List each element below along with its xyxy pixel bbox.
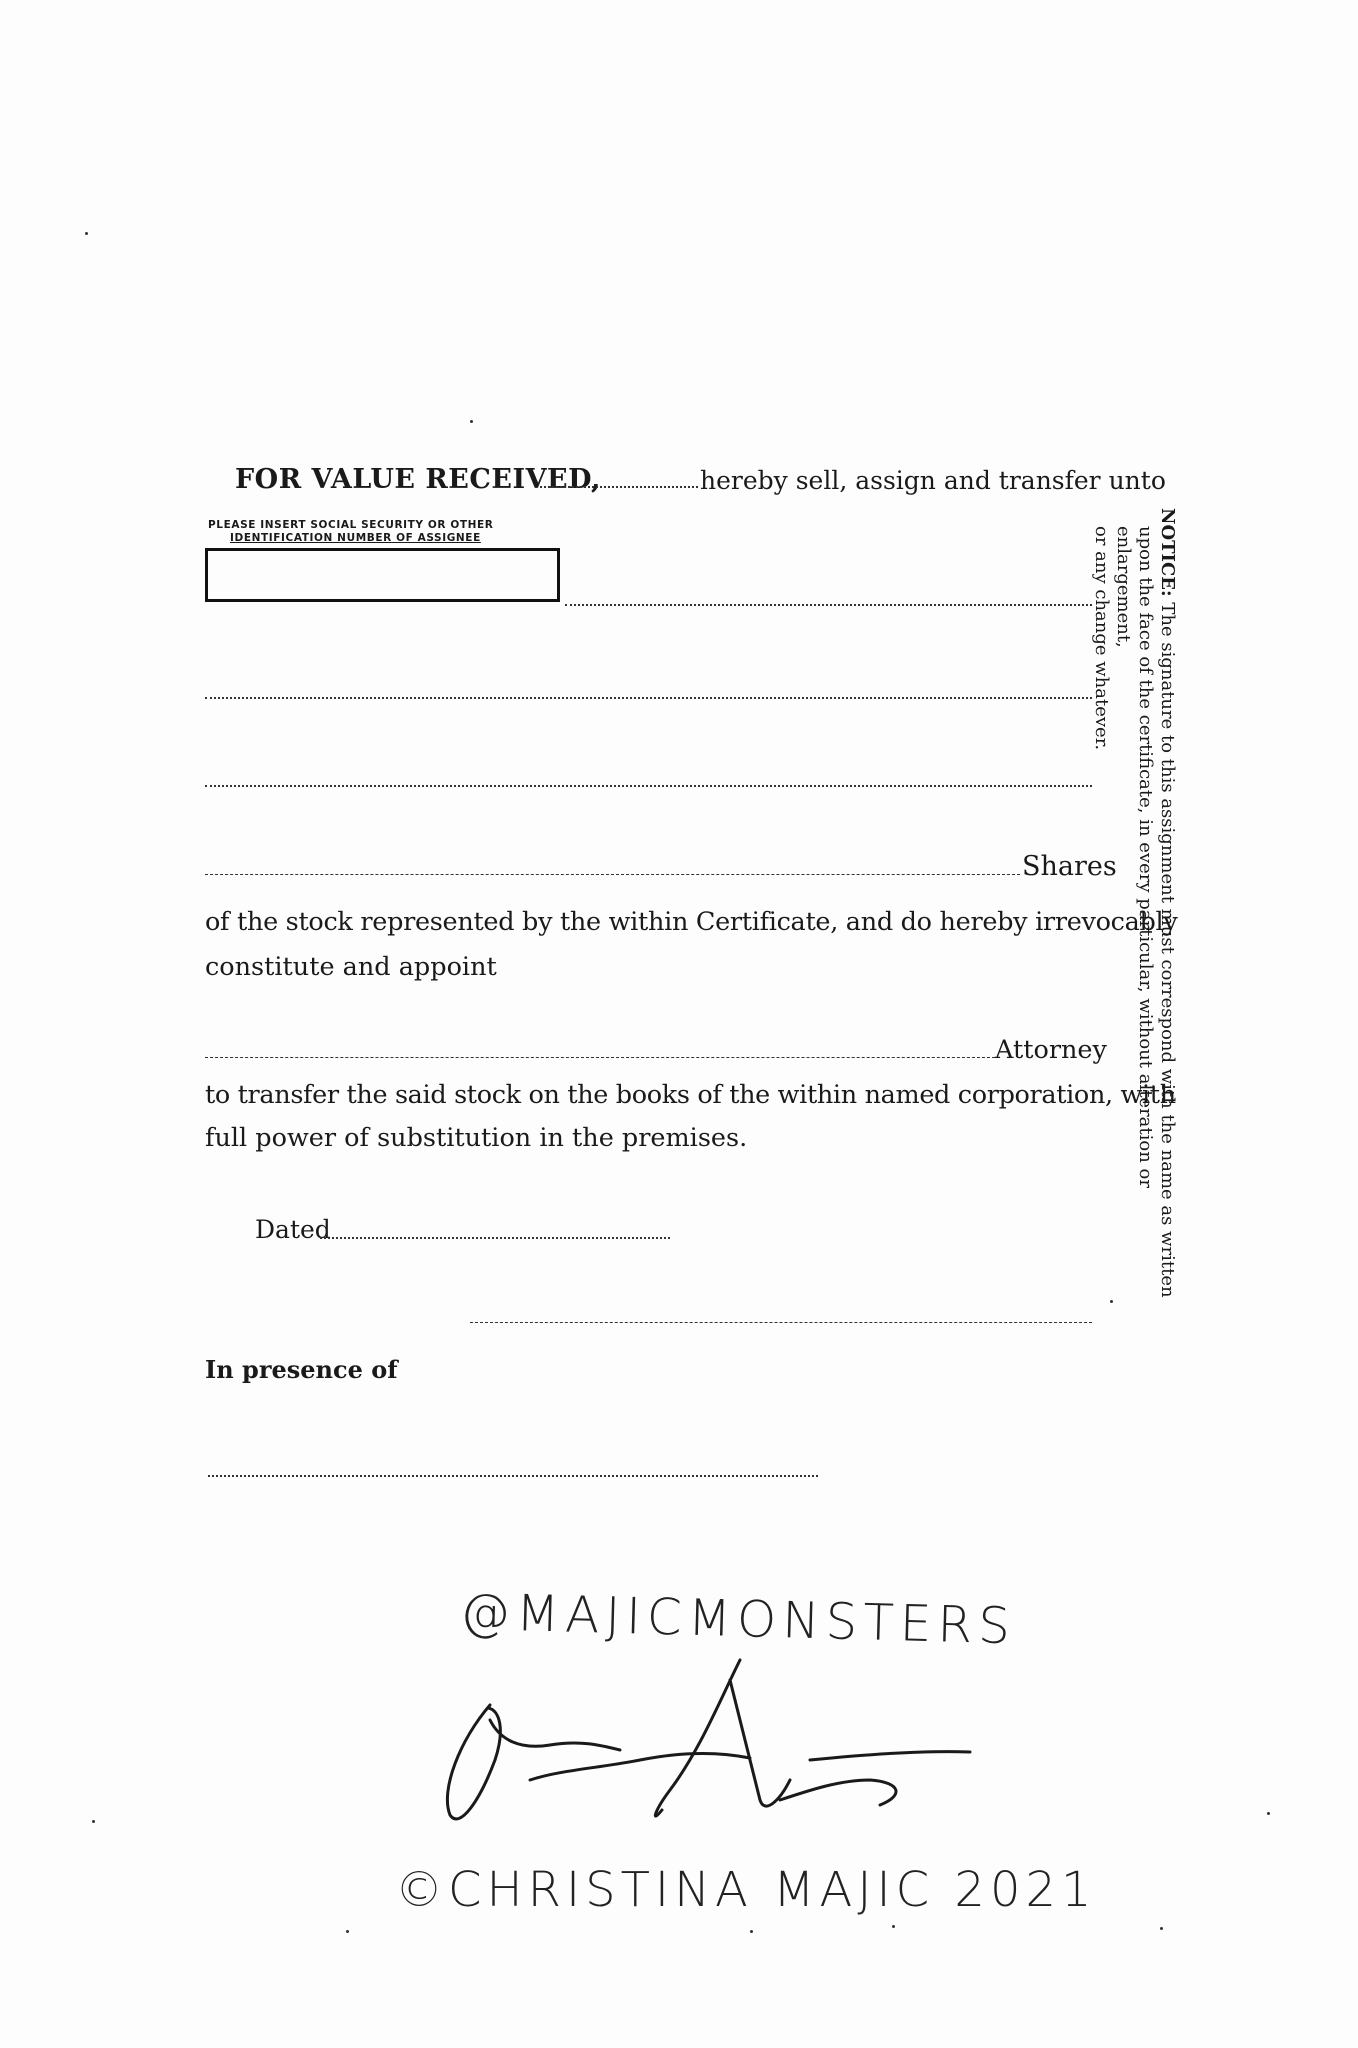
dated-label: Dated	[255, 1215, 331, 1244]
notice-lead: NOTICE:	[1157, 508, 1178, 597]
signature-image	[430, 1650, 990, 1840]
scan-speck	[92, 1820, 95, 1823]
shares-label: Shares	[1022, 851, 1117, 882]
scan-speck	[470, 420, 473, 423]
handwritten-handle: @MAJICMONSTERS	[459, 1582, 1017, 1656]
witness-signature-line[interactable]	[208, 1475, 818, 1477]
notice-text	[1090, 508, 1178, 1298]
scan-speck	[1160, 1927, 1163, 1930]
in-presence-of-label: In presence of	[205, 1355, 398, 1384]
shares-count-field[interactable]	[205, 874, 1020, 875]
ssn-input-box[interactable]	[205, 548, 560, 602]
attorney-label: Attorney	[995, 1035, 1107, 1065]
signature-line[interactable]	[470, 1322, 1092, 1323]
stock-text-line1: of the stock represented by the within Certificate, and do hereby irrevocably	[205, 907, 1178, 937]
assignee-line-1[interactable]	[565, 604, 1092, 606]
transfer-text-line2: full power of substitution in the premises.	[205, 1123, 748, 1153]
stock-text-line2: constitute and appoint	[205, 952, 497, 982]
for-value-received-label: FOR VALUE RECEIVED,	[235, 464, 601, 495]
ssn-note	[208, 519, 494, 545]
notice-line3: or any change whatever.	[1091, 526, 1112, 751]
notice-line1-text: The signature to this assignment must correspond with the name as written	[1157, 602, 1178, 1298]
scan-speck	[1267, 1812, 1270, 1815]
scan-speck	[892, 1925, 895, 1928]
assignor-name-field[interactable]	[540, 486, 698, 488]
sell-assign-transfer-text: hereby sell, assign and transfer unto	[700, 466, 1166, 495]
ssn-note-line2: IDENTIFICATION NUMBER OF ASSIGNEE	[230, 532, 481, 544]
transfer-text-line1: to transfer the said stock on the books of the within named corporation, with	[205, 1080, 1176, 1110]
date-field[interactable]	[320, 1237, 670, 1239]
assignee-line-2[interactable]	[205, 697, 1092, 699]
scan-speck	[1110, 1300, 1113, 1303]
assignee-line-3[interactable]	[205, 785, 1092, 787]
attorney-name-field[interactable]	[205, 1057, 995, 1058]
ssn-note-line1: PLEASE INSERT SOCIAL SECURITY OR OTHER	[208, 519, 494, 531]
notice-line1	[1156, 508, 1178, 1298]
handwritten-copyright: ©CHRISTINA MAJIC 2021	[395, 1862, 1097, 1918]
scan-speck	[85, 232, 88, 235]
scan-speck	[346, 1930, 349, 1933]
notice-line2: upon the face of the certificate, in every particular, without alteration or enlargement,	[1113, 526, 1156, 1189]
scan-speck	[750, 1930, 753, 1933]
